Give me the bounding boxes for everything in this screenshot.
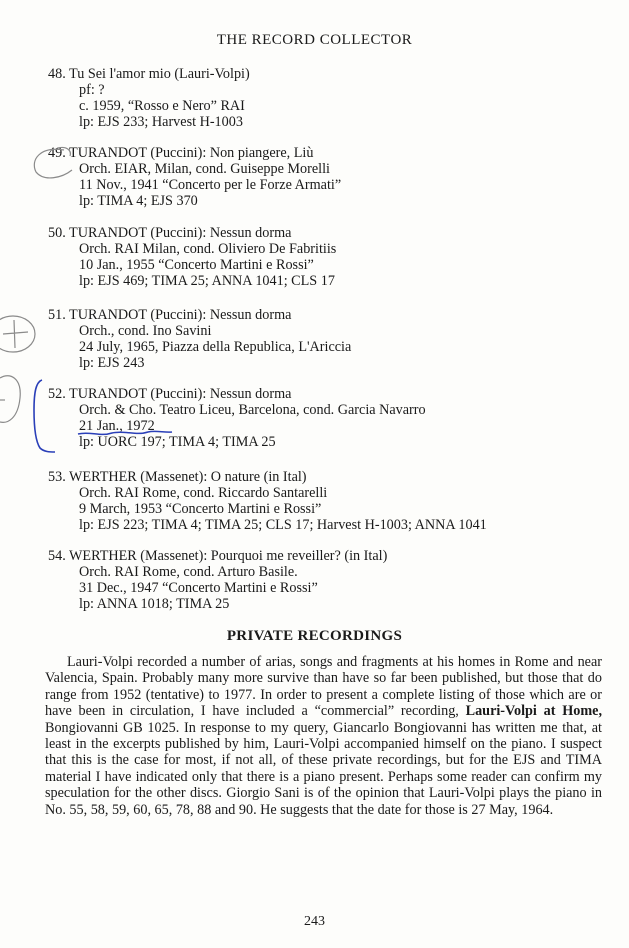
para-text: Bongiovanni GB 1025. In response to my query, Giancarlo Bongiovanni has written me that, at least in the excerpts published by him, Lauri-Volpi accompanied himself on the piano. I suspect that this is the case for most, if not all, of these private recordings, but for the EJS and TIMA material I have indicated only that there is a piano present. Perhaps some reader can confirm my speculation for the other discs. Giorgio Sani is of the opinion that Lauri-Volpi plays the piano in No. 55, 58, 59, 60, 65, 78, 88 and 90. He suggests that the date for those is 27 May, 1964. <box>45 719 602 818</box>
entry-title: TURANDOT (Puccini): Non piangere, Liù <box>69 145 314 161</box>
discography-entry <box>48 548 387 612</box>
entry-title: WERTHER (Massenet): Pourquoi me reveiller? (in Ital) <box>69 548 388 564</box>
entry-line: lp: UORC 197; TIMA 4; TIMA 25 <box>79 434 276 450</box>
entry-line: 31 Dec., 1947 “Concerto Martini e Rossi” <box>79 580 318 596</box>
entry-line: 24 July, 1965, Piazza della Republica, L'Ariccia <box>79 339 352 355</box>
pencil-circled-plus-mark <box>0 316 35 352</box>
entry-line: pf: ? <box>79 82 105 98</box>
entry-number: 53. <box>48 469 66 485</box>
entry-line: lp: TIMA 4; EJS 370 <box>79 193 198 209</box>
discography-entry <box>48 225 336 289</box>
entry-heading <box>48 66 250 82</box>
entry-number: 52. <box>48 386 66 402</box>
running-head: THE RECORD COLLECTOR <box>216 32 413 48</box>
entry-line: Orch. RAI Rome, cond. Arturo Basile. <box>79 564 298 580</box>
body-paragraph <box>45 654 602 818</box>
entry-number: 51. <box>48 307 66 323</box>
entry-line: lp: EJS 469; TIMA 25; ANNA 1041; CLS 17 <box>79 273 335 289</box>
entry-title: Tu Sei l'amor mio (Lauri-Volpi) <box>69 66 250 82</box>
entry-line: Orch. RAI Rome, cond. Riccardo Santarelli <box>79 485 328 501</box>
entry-line: lp: EJS 233; Harvest H-1003 <box>79 114 243 130</box>
entry-title: TURANDOT (Puccini): Nessun dorma <box>69 386 292 402</box>
entry-line: 9 March, 1953 “Concerto Martini e Rossi” <box>79 501 322 517</box>
entry-line: Orch., cond. Ino Savini <box>79 323 212 339</box>
entry-number: 54. <box>48 548 66 564</box>
entry-line: Orch. EIAR, Milan, cond. Guiseppe Morelli <box>79 161 330 177</box>
entry-number: 48. <box>48 66 66 82</box>
entry-title: TURANDOT (Puccini): Nessun dorma <box>69 225 292 241</box>
entry-line: 11 Nov., 1941 “Concerto per le Forze Armati” <box>79 177 342 193</box>
entry-heading <box>48 386 426 402</box>
entry-heading <box>48 469 487 485</box>
entry-line: c. 1959, “Rosso e Nero” RAI <box>79 98 245 114</box>
entry-line: Orch. & Cho. Teatro Liceu, Barcelona, cond. Garcia Navarro <box>79 402 426 418</box>
entry-heading <box>48 307 351 323</box>
pencil-plus-mark <box>3 320 28 348</box>
discography-entry <box>48 307 351 371</box>
discography-entry <box>48 66 250 130</box>
section-title: PRIVATE RECORDINGS <box>226 628 403 644</box>
discography-entry <box>48 386 426 450</box>
entry-title: WERTHER (Massenet): O nature (in Ital) <box>69 469 307 485</box>
entry-line: 21 Jan., 1972 <box>79 418 155 434</box>
discography-entry <box>48 145 341 209</box>
entry-heading <box>48 548 387 564</box>
entry-line: 10 Jan., 1955 “Concerto Martini e Rossi” <box>79 257 314 273</box>
para-bold-title: Lauri-Volpi at Home, <box>465 703 602 720</box>
entry-number: 49. <box>48 145 66 161</box>
page-number: 243 <box>304 914 325 929</box>
entry-heading <box>48 225 336 241</box>
entry-line: lp: EJS 243 <box>79 355 145 371</box>
pencil-circle-mark <box>0 376 20 423</box>
entry-heading <box>48 145 341 161</box>
entry-line: lp: EJS 223; TIMA 4; TIMA 25; CLS 17; Harvest H-1003; ANNA 1041 <box>79 517 487 533</box>
entry-number: 50. <box>48 225 66 241</box>
discography-entry <box>48 469 487 533</box>
entry-line: Orch. RAI Milan, cond. Oliviero De Fabritiis <box>79 241 337 257</box>
entry-title: TURANDOT (Puccini): Nessun dorma <box>69 307 292 323</box>
entry-line: lp: ANNA 1018; TIMA 25 <box>79 596 230 612</box>
para-text: Lauri-Volpi recorded a number of arias, songs and fragments at his homes in Rome and near Valencia, Spain. Probably many more survive than have so far been published, but those that do range from 1952 (tentative) to 1977. In order to present a complete listing of those which are or have been in circulation, I have included a “commercial” recording, <box>45 654 602 720</box>
